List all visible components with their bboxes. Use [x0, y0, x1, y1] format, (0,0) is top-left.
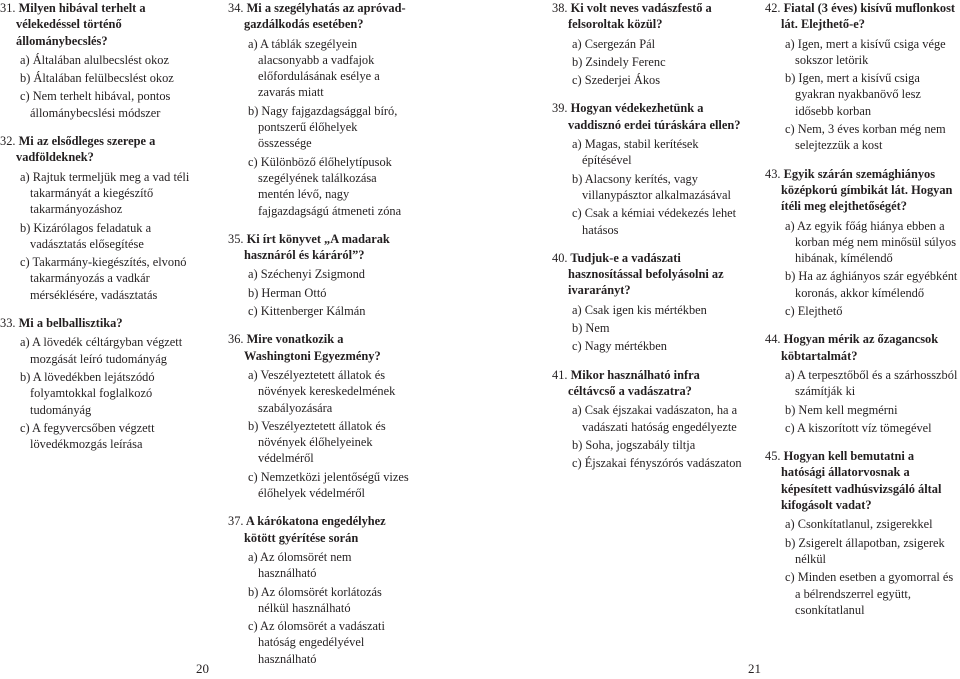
- question-44: [765, 331, 960, 436]
- question-title: 33. Mi a belballisztika?: [0, 316, 123, 331]
- question-43: [765, 166, 960, 320]
- answer-b: b) Zsigerelt állapotban, zsigerek nélkül: [785, 535, 945, 566]
- question-42: [765, 0, 960, 154]
- answer-b: b) Soha, jogszabály tiltja: [572, 437, 696, 452]
- answer-a: a) Csak igen kis mértékben: [572, 302, 707, 317]
- answer-a: a) A terpesztőből és a szárhosszból számítják ki: [785, 367, 958, 399]
- question-title: 42. Fiatal (3 éves) kisívű muflonkost lát. Elejthető-e?: [765, 1, 956, 32]
- answer-b: b) Alacsony kerítés, vagy villanypásztor alkalmazásával: [572, 171, 731, 202]
- question-title: 37. A kárókatona engedélyhez kötött gyérítése során: [228, 514, 386, 545]
- question-title: 38. Ki volt neves vadászfestő a felsoroltak közül?: [552, 1, 712, 32]
- answer-a: a) A lövedék céltárgyban végzett mozgását leíró tudományág: [20, 335, 183, 366]
- answer-c: c) A kiszorított víz tömegével: [785, 420, 932, 435]
- answer-a: a) Az ólomsörét nem használható: [248, 549, 352, 581]
- answer-c: c) Elejthető: [785, 304, 843, 319]
- answer-b: b) Nem: [572, 321, 610, 336]
- answer-a: a) Csak éjszakai vadászaton, ha a vadászati hatóság engedélyezte: [572, 403, 738, 434]
- answer-a: a) Széchenyi Zsigmond: [248, 267, 365, 282]
- question-title: 35. Ki írt könyvet „A madarak hasznáról és káráról”?: [228, 231, 390, 263]
- question-33: [0, 315, 196, 452]
- answer-a: a) Magas, stabil kerítések építésével: [572, 137, 699, 168]
- question-36: [228, 331, 412, 501]
- question-title: 34. Mi a szegélyhatás az apróvad-gazdálkodás esetében?: [228, 1, 406, 32]
- answer-c: c) Az ólomsörét a vadászati hatóság engedélyével használható: [248, 619, 385, 666]
- question-32: [0, 133, 196, 303]
- answer-c: c) Különböző élőhelytípusok szegélyének találkozása mentén lévő, nagy fajgazdagságú átmeneti zóna: [248, 154, 402, 218]
- question-title: 39. Hogyan védekezhetünk a vaddisznó erdei túráskára ellen?: [552, 101, 741, 132]
- column-1: [0, 0, 196, 464]
- answer-b: b) Ha az ághiányos szár egyébként koronás, akkor kímélendő: [785, 269, 958, 300]
- question-title: 45. Hogyan kell bemutatni a hatósági állatorvosnak a képesített vadhúsvizsgáló által kifogásolt vadat?: [765, 449, 942, 513]
- answer-b: b) Nagy fajgazdagsággal bíró, pontszerű élőhelyek összessége: [248, 103, 398, 151]
- question-41: [552, 367, 742, 472]
- question-35: [228, 231, 412, 319]
- answer-b: b) Veszélyeztetett állatok és növények élőhelyeinek védelméről: [248, 418, 386, 466]
- answer-c: c) Éjszakai fényszórós vadászaton: [572, 456, 742, 471]
- answer-c: c) A fegyvercsőben végzett lövedékmozgás leírása: [20, 420, 155, 452]
- answer-b: b) Az ólomsörét korlátozás nélkül használható: [248, 584, 382, 615]
- answer-c: c) Nemzetközi jelentőségű vizes élőhelyek védelméről: [248, 469, 409, 501]
- question-40: [552, 250, 742, 355]
- answer-b: b) Általában felülbecslést okoz: [20, 71, 174, 86]
- question-title: 32. Mi az elsődleges szerepe a vadföldeknek?: [0, 134, 156, 165]
- answer-c: c) Kittenberger Kálmán: [248, 304, 366, 319]
- answer-a: a) Igen, mert a kisívű csiga vége sokszor letörik: [785, 36, 946, 67]
- question-39: [552, 100, 742, 237]
- question-title: 43. Egyik szárán szemághiányos középkorú gímbikát lát. Hogyan ítéli meg elejthetőségét?: [765, 166, 953, 214]
- answer-c: c) Nagy mértékben: [572, 339, 667, 354]
- question-34: [228, 0, 412, 219]
- question-38: [552, 0, 742, 88]
- question-title: 44. Hogyan mérik az őzagancsok köbtartalmát?: [765, 332, 939, 363]
- answer-a: a) A táblák szegélyein alacsonyabb a vadfajok előfordulásának esélye a zavarás miatt: [248, 36, 380, 100]
- question-31: [0, 0, 196, 121]
- answer-b: b) Zsindely Ferenc: [572, 54, 666, 69]
- question-37: [228, 513, 412, 667]
- answer-c: c) Szederjei Ákos: [572, 73, 661, 88]
- answer-a: a) Az egyik főág hiánya ebben a korban még nem minősül súlyos hibának, kímélendő: [785, 218, 957, 266]
- answer-c: c) Minden esetben a gyomorral és a bélrendszerrel együtt, csonkítatlanul: [785, 570, 954, 617]
- column-2: [228, 0, 412, 679]
- answer-b: b) A lövedékben lejátszódó folyamtokkal foglalkozó tudományág: [20, 369, 155, 417]
- answer-c: c) Csak a kémiai védekezés lehet hatásos: [572, 206, 737, 237]
- answer-a: a) Csonkítatlanul, zsigerekkel: [785, 517, 933, 532]
- answer-b: b) Kizárólagos feladatuk a vadásztatás elősegítése: [20, 220, 152, 251]
- answer-b: b) Igen, mert a kisívű csiga gyakran nyakbanövő lesz idősebb korban: [785, 71, 921, 118]
- answer-b: b) Nem kell megmérni: [785, 402, 898, 417]
- answer-a: a) Veszélyeztetett állatok és növények kereskedelmének szabályozására: [248, 367, 396, 415]
- answer-c: c) Nem, 3 éves korban még nem selejtezzük a kost: [785, 122, 946, 153]
- answer-c: c) Takarmány-kiegészítés, elvonó takarmányozás a vadkár mérséklésére, vadásztatás: [20, 255, 187, 302]
- column-3: [552, 0, 742, 483]
- answer-a: a) Általában alulbecslést okoz: [20, 52, 169, 67]
- question-45: [765, 448, 960, 618]
- question-title: 36. Mire vonatkozik a Washingtoni Egyezmény?: [228, 332, 381, 363]
- column-4: [765, 0, 960, 630]
- answer-c: c) Nem terhelt hibával, pontos állománybecslési módszer: [20, 89, 171, 120]
- answer-a: a) Csergezán Pál: [572, 36, 656, 51]
- answer-b: b) Herman Ottó: [248, 285, 327, 300]
- question-title: 40. Tudjuk-e a vadászati hasznosítással befolyásolni az ivararányt?: [552, 250, 724, 298]
- page-number-right: 21: [748, 661, 761, 676]
- page-number-left: 20: [196, 661, 209, 676]
- question-title: 41. Mikor használható infra céltávcső a vadászatra?: [552, 367, 700, 398]
- question-title: 31. Milyen hibával terhelt a vélekedéssel történő állománybecslés?: [0, 1, 146, 48]
- answer-a: a) Rajtuk termeljük meg a vad téli takarmányát a kiegészítő takarmányozáshoz: [20, 169, 190, 217]
